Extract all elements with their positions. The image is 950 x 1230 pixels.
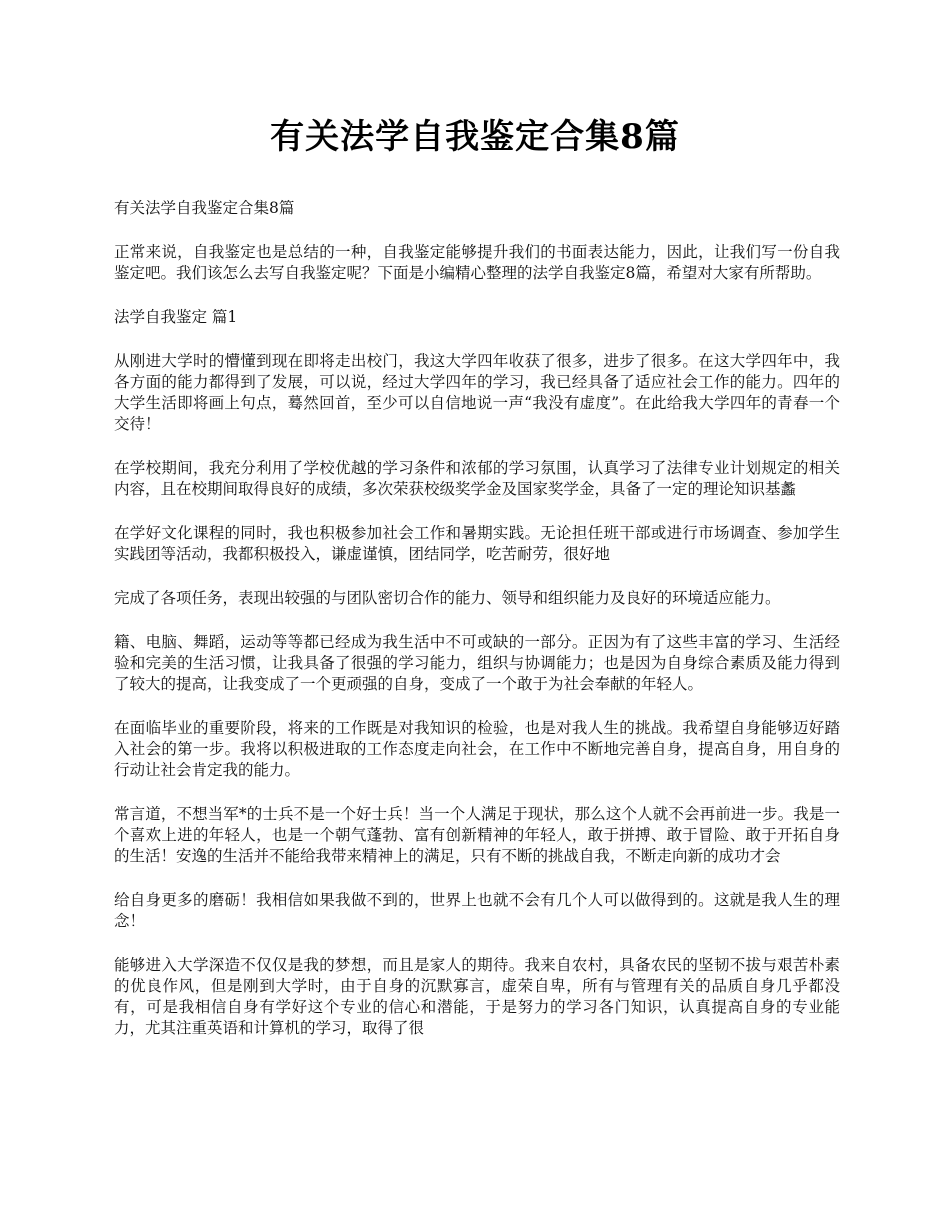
body-paragraph: 完成了各项任务，表现出较强的与团队密切合作的能力、领导和组织能力及良好的环境适应能力。 [114,589,781,607]
section-heading: 法学自我鉴定 篇1 [114,308,238,326]
body-paragraph: 能够进入大学深造不仅仅是我的梦想，而且是家人的期待。我来自农村，具备农民的坚韧不拔与艰苦朴素的优良作风，但是刚到大学时，由于自身的沉默寡言，虚荣自卑，所有与管理有关的品质自身几乎都没有，可是我相信自身有学好这个专业的信心和潜能，于是努力的学习各门知识，认真提高自身的专业能力，尤其注重英语和计算机的学习，取得了很 [114,956,840,1037]
document-page [114,108,840,1062]
document-subtitle: 有关法学自我鉴定合集8篇 [114,199,295,217]
body-paragraph: 在学好文化课程的同时，我也积极参加社会工作和暑期实践。无论担任班干部或进行市场调查、参加学生实践团等活动，我都积极投入，谦虚谨慎，团结同学，吃苦耐劳，很好地 [114,524,840,563]
body-paragraph: 给自身更多的磨砺！我相信如果我做不到的，世界上也就不会有几个人可以做得到的。这就是我人生的理念！ [114,891,840,930]
body-paragraph: 常言道，不想当军*的士兵不是一个好士兵！当一个人满足于现状，那么这个人就不会再前进一步。我是一个喜欢上进的年轻人，也是一个朝气蓬勃、富有创新精神的年轻人，敢于拼搏、敢于冒险、敢于开拓自身的生活！安逸的生活并不能给我带来精神上的满足，只有不断的挑战自我，不断走向新的成功才会 [114,805,840,865]
body-paragraph: 在学校期间，我充分利用了学校优越的学习条件和浓郁的学习氛围，认真学习了法律专业计划规定的相关内容，且在校期间取得良好的成绩，多次荣获校级奖学金及国家奖学金，具备了一定的理论知识基蠡 [114,459,840,498]
body-paragraph: 在面临毕业的重要阶段，将来的工作既是对我知识的检验，也是对我人生的挑战。我希望自身能够迈好踏入社会的第一步。我将以积极进取的工作态度走向社会，在工作中不断地完善自身，提高自身，用自身的行动让社会肯定我的能力。 [114,719,840,779]
intro-paragraph: 正常来说，自我鉴定也是总结的一种，自我鉴定能够提升我们的书面表达能力，因此，让我们写一份自我鉴定吧。我们该怎么去写自我鉴定呢？下面是小编精心整理的法学自我鉴定8篇，希望对大家有所帮助。 [114,243,840,282]
document-title: 有关法学自我鉴定合集8篇 [270,117,680,157]
body-paragraph: 从刚进大学时的懵懂到现在即将走出校门，我这大学四年收获了很多，进步了很多。在这大学四年中，我各方面的能力都得到了发展，可以说，经过大学四年的学习，我已经具备了适应社会工作的能力。四年的大学生活即将画上句点，蓦然回首，至少可以自信地说一声“我没有虚度”。在此给我大学四年的青春一个交待！ [114,352,840,433]
body-paragraph: 籍、电脑、舞蹈，运动等等都已经成为我生活中不可或缺的一部分。正因为有了这些丰富的学习、生活经验和完美的生活习惯，让我具备了很强的学习能力，组织与协调能力；也是因为自身综合素质及能力得到了较大的提高，让我变成了一个更顽强的自身，变成了一个敢于为社会奉献的年轻人。 [114,633,840,693]
